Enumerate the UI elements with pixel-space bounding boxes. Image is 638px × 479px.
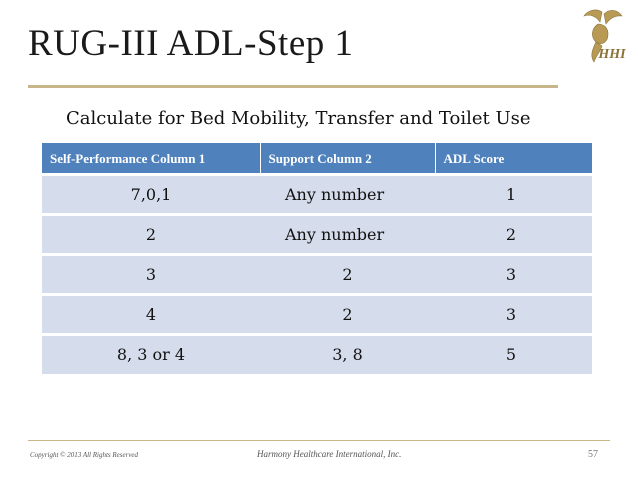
- self-performance-cell: 3: [42, 254, 260, 294]
- adl-score-cell: 3: [435, 254, 592, 294]
- footer-company: Harmony Healthcare International, Inc.: [257, 449, 402, 459]
- support-cell: 2: [260, 294, 435, 334]
- table-row: [42, 254, 592, 294]
- adl-score-cell: 5: [435, 334, 592, 374]
- support-cell: 3, 8: [260, 334, 435, 374]
- table-row: [42, 214, 592, 254]
- self-performance-cell: 7,0,1: [42, 174, 260, 214]
- adl-score-cell: 2: [435, 214, 592, 254]
- svg-text:HHI: HHI: [598, 47, 626, 62]
- adl-score-cell: 3: [435, 294, 592, 334]
- support-cell: Any number: [260, 214, 435, 254]
- self-performance-cell: 2: [42, 214, 260, 254]
- table-row: [42, 294, 592, 334]
- header-self-performance: Self-Performance Column 1: [42, 143, 260, 174]
- slide-subtitle: Calculate for Bed Mobility, Transfer and Toilet Use: [66, 108, 531, 129]
- support-cell: Any number: [260, 174, 435, 214]
- footer-copyright: Copyright © 2013 All Rights Reserved: [30, 451, 139, 459]
- self-performance-cell: 4: [42, 294, 260, 334]
- adl-score-table: [42, 143, 592, 374]
- support-cell: 2: [260, 254, 435, 294]
- table-row: [42, 334, 592, 374]
- hhi-logo-icon: [572, 6, 628, 70]
- table-header-row: [42, 143, 592, 174]
- title-divider: [28, 85, 558, 88]
- page-number: 57: [588, 449, 598, 460]
- adl-score-cell: 1: [435, 174, 592, 214]
- footer-divider: [28, 440, 610, 441]
- table-row: [42, 174, 592, 214]
- header-support: Support Column 2: [260, 143, 435, 174]
- self-performance-cell: 8, 3 or 4: [42, 334, 260, 374]
- header-adl-score: ADL Score: [435, 143, 592, 174]
- slide-title: RUG-III ADL-Step 1: [28, 23, 354, 64]
